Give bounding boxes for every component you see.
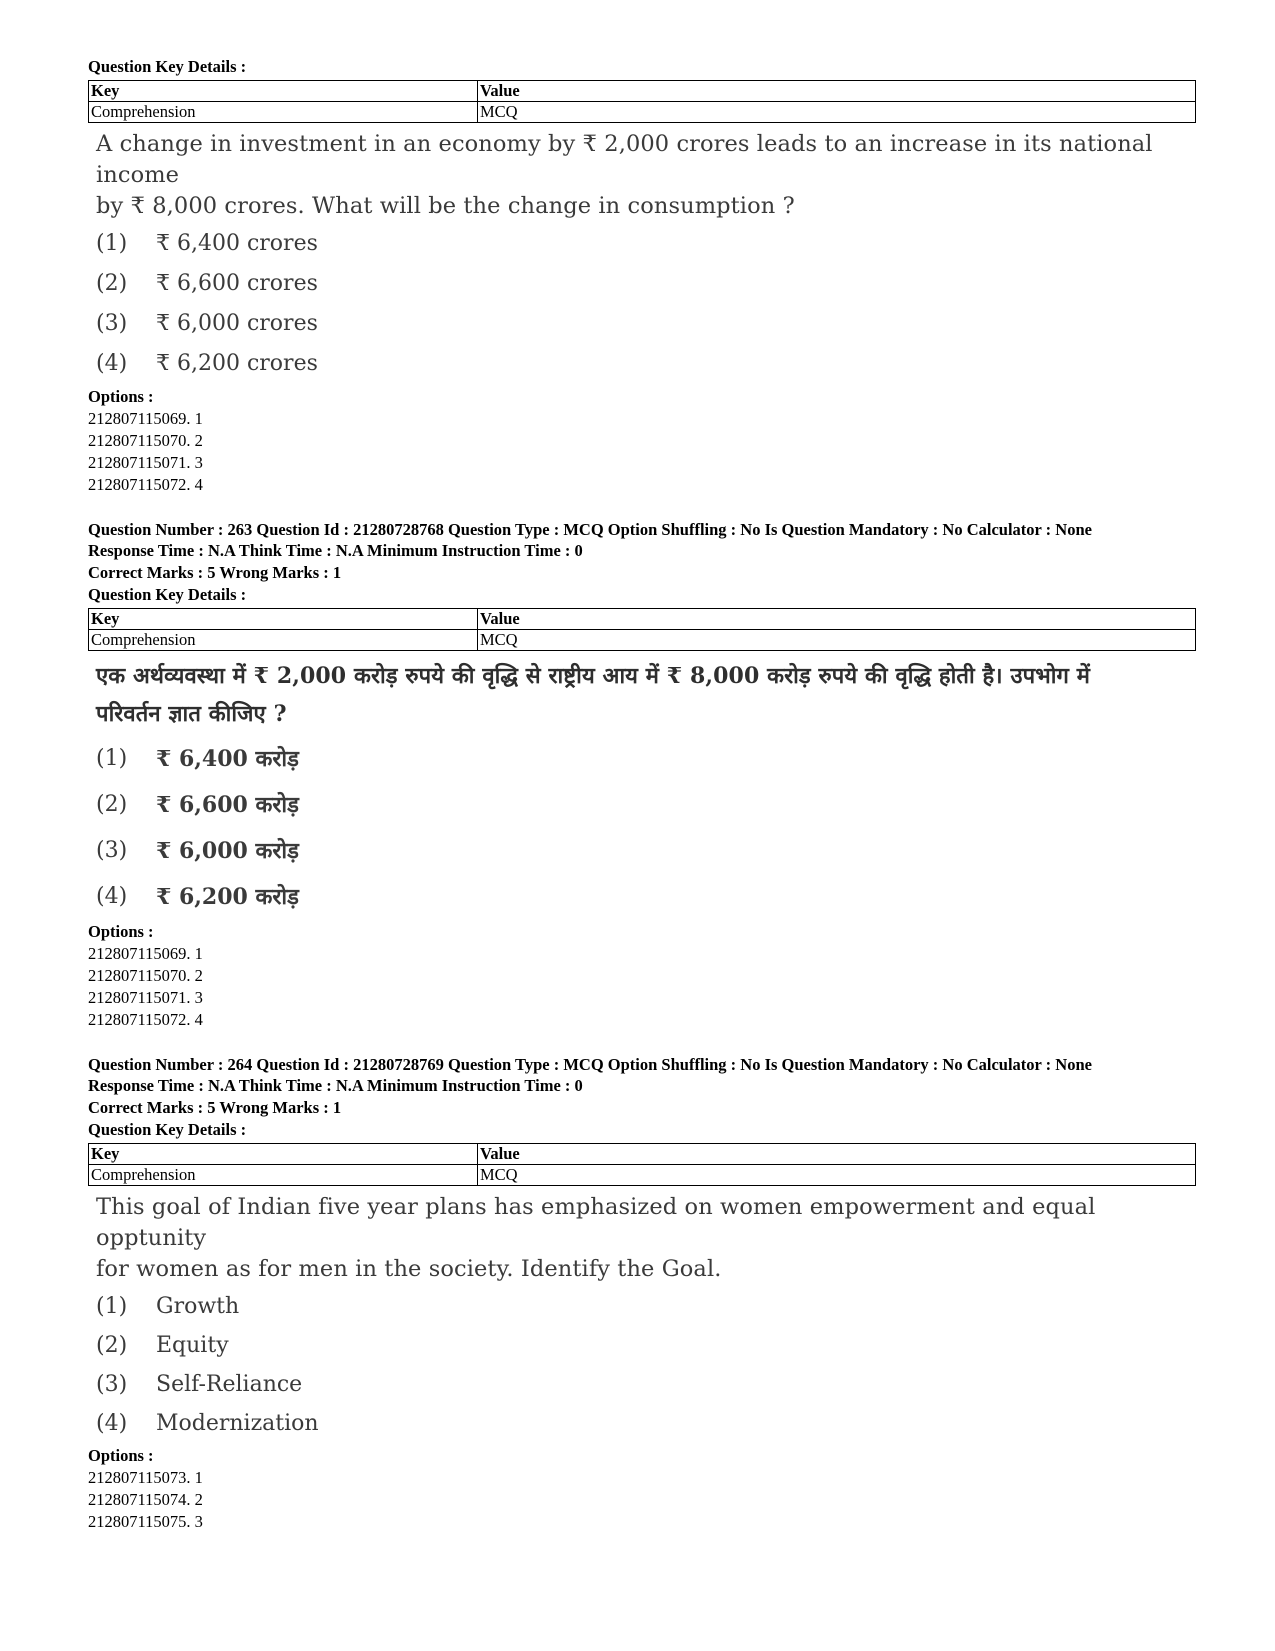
choice-number: (1) — [96, 1294, 128, 1319]
question-block-262 — [88, 56, 1198, 496]
question-header-line: Question Number : 264 Question Id : 21280728769 Question Type : MCQ Option Shuffling : No Is Question Mandatory : No Calculator : None — [88, 1055, 1092, 1074]
table-header-row — [89, 609, 1196, 630]
choice-item — [96, 226, 1198, 266]
choice-item — [96, 346, 1198, 386]
choice-item — [96, 829, 1198, 875]
choice-text: ₹ 6,000 crores — [156, 311, 318, 336]
choice-number: (2) — [96, 792, 128, 817]
choice-list — [88, 1289, 1198, 1445]
question-key-table — [88, 608, 1196, 651]
question-header-line: Question Number : 263 Question Id : 21280728768 Question Type : MCQ Option Shuffling : No Is Question Mandatory : No Calculator : None — [88, 520, 1092, 539]
key-header: Key — [89, 81, 478, 102]
choice-item — [96, 1367, 1198, 1406]
choice-number: (4) — [96, 884, 128, 909]
table-row — [89, 102, 1196, 123]
choice-number: (4) — [96, 351, 128, 376]
option-id: 212807115070. 2 — [88, 966, 203, 985]
question-key-details-label: Question Key Details : — [88, 1120, 247, 1139]
key-cell: Comprehension — [89, 102, 478, 123]
question-paper-page — [88, 56, 1198, 1533]
value-header: Value — [478, 81, 1196, 102]
options-label: Options : — [88, 922, 154, 941]
choice-text: ₹ 6,200 करोड़ — [156, 884, 299, 910]
choice-text: Growth — [156, 1294, 240, 1319]
choice-text: Modernization — [156, 1411, 319, 1436]
question-line: परिवर्तन ज्ञात कीजिए ? — [96, 701, 287, 727]
key-header: Key — [89, 1144, 478, 1165]
value-header: Value — [478, 1144, 1196, 1165]
value-cell: MCQ — [478, 630, 1196, 651]
choice-item — [96, 1328, 1198, 1367]
choice-item — [96, 1406, 1198, 1445]
choice-number: (3) — [96, 1372, 128, 1397]
value-header: Value — [478, 609, 1196, 630]
choice-text: ₹ 6,600 crores — [156, 271, 318, 296]
question-text — [96, 1192, 1198, 1285]
option-id: 212807115071. 3 — [88, 453, 203, 472]
choice-item — [96, 783, 1198, 829]
table-row — [89, 630, 1196, 651]
choice-text: ₹ 6,000 करोड़ — [156, 838, 299, 864]
question-line: This goal of Indian five year plans has emphasized on women empowerment and equal opptunity — [96, 1194, 1096, 1251]
choice-text: Self-Reliance — [156, 1372, 303, 1397]
table-row — [89, 1165, 1196, 1186]
choice-item — [96, 306, 1198, 346]
choice-item — [96, 266, 1198, 306]
marks-line: Correct Marks : 5 Wrong Marks : 1 — [88, 563, 342, 582]
question-text — [96, 129, 1198, 222]
key-cell: Comprehension — [89, 1165, 478, 1186]
option-id: 212807115071. 3 — [88, 988, 203, 1007]
option-id: 212807115073. 1 — [88, 1468, 203, 1487]
options-label: Options : — [88, 387, 154, 406]
choice-number: (1) — [96, 231, 128, 256]
value-cell: MCQ — [478, 1165, 1196, 1186]
choice-text: Equity — [156, 1333, 229, 1358]
question-text — [96, 657, 1198, 733]
question-key-details-label: Question Key Details : — [88, 57, 247, 76]
choice-item — [96, 737, 1198, 783]
choice-number: (2) — [96, 271, 128, 296]
key-header: Key — [89, 609, 478, 630]
question-line: by ₹ 8,000 crores. What will be the change in consumption ? — [96, 193, 795, 219]
question-block-264 — [88, 1055, 1198, 1533]
option-id: 212807115072. 4 — [88, 1010, 203, 1029]
choice-item — [96, 875, 1198, 921]
question-line: A change in investment in an economy by ₹ 2,000 crores leads to an increase in its national income — [96, 131, 1153, 188]
option-id: 212807115069. 1 — [88, 409, 203, 428]
choice-text: ₹ 6,400 करोड़ — [156, 746, 299, 772]
question-line: एक अर्थव्यवस्था में ₹ 2,000 करोड़ रुपये की वृद्धि से राष्ट्रीय आय में ₹ 8,000 करोड़ रुपये की वृद्धि होती है। उपभोग में — [96, 663, 1090, 689]
options-label: Options : — [88, 1446, 154, 1465]
value-cell: MCQ — [478, 102, 1196, 123]
question-timing-line: Response Time : N.A Think Time : N.A Minimum Instruction Time : 0 — [88, 1076, 583, 1095]
key-cell: Comprehension — [89, 630, 478, 651]
choice-item — [96, 1289, 1198, 1328]
choice-list — [88, 226, 1198, 386]
choice-number: (4) — [96, 1411, 128, 1436]
choice-number: (3) — [96, 838, 128, 863]
choice-number: (2) — [96, 1333, 128, 1358]
option-id: 212807115069. 1 — [88, 944, 203, 963]
choice-text: ₹ 6,600 करोड़ — [156, 792, 299, 818]
question-timing-line: Response Time : N.A Think Time : N.A Minimum Instruction Time : 0 — [88, 541, 583, 560]
choice-list — [88, 737, 1198, 921]
question-key-table — [88, 1143, 1196, 1186]
question-key-details-label: Question Key Details : — [88, 585, 247, 604]
marks-line: Correct Marks : 5 Wrong Marks : 1 — [88, 1098, 342, 1117]
option-id: 212807115070. 2 — [88, 431, 203, 450]
question-key-table — [88, 80, 1196, 123]
table-header-row — [89, 81, 1196, 102]
table-header-row — [89, 1144, 1196, 1165]
option-id: 212807115072. 4 — [88, 475, 203, 494]
choice-number: (3) — [96, 311, 128, 336]
question-block-263 — [88, 520, 1198, 1031]
question-line: for women as for men in the society. Identify the Goal. — [96, 1256, 722, 1282]
option-id: 212807115075. 3 — [88, 1512, 203, 1531]
choice-number: (1) — [96, 746, 128, 771]
choice-text: ₹ 6,400 crores — [156, 231, 318, 256]
option-id: 212807115074. 2 — [88, 1490, 203, 1509]
choice-text: ₹ 6,200 crores — [156, 351, 318, 376]
